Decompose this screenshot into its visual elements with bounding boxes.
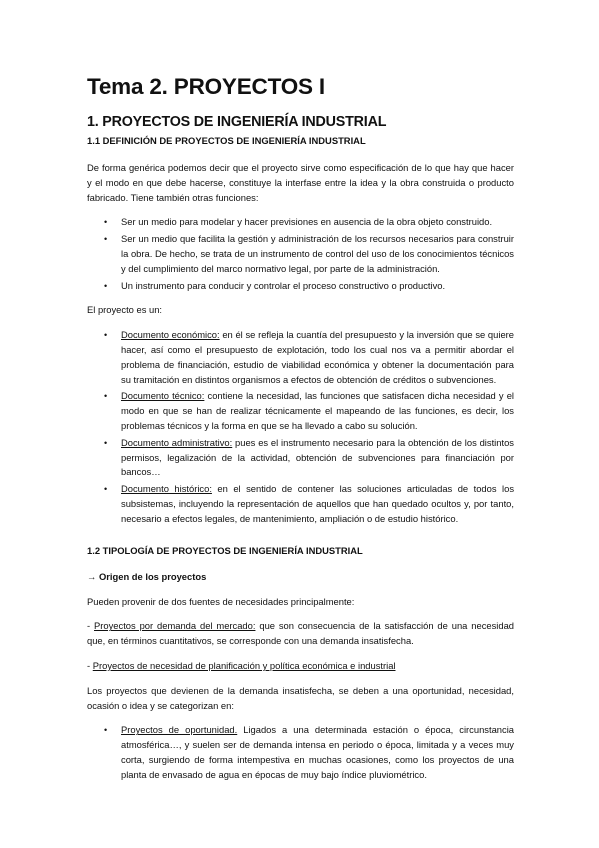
origin-intro: Pueden provenir de dos fuentes de necesidades principalmente:	[87, 595, 355, 607]
page-title: Tema 2. PROYECTOS I	[87, 74, 325, 99]
unsatisfied-intro: Los proyectos que devienen de la demanda insatisfecha, se deben a una oportunidad, necesidad, ocasión o idea y se categorizan en:	[87, 684, 514, 711]
intro-paragraph: De forma genérica podemos decir que el proyecto sirve como especificación de lo que hay que hacer y el modo en que debe hacerse, constituye la interfase entre la idea y la obra construida o producto fabricado. Tiene también otras funciones:	[87, 162, 514, 203]
bullet-icon: •	[104, 217, 108, 228]
bullet-icon: •	[104, 391, 108, 402]
planning-term: Proyectos de necesidad de planificación y política económica e industrial	[92, 659, 396, 671]
document-term: Documento técnico:	[121, 390, 205, 402]
dash-prefix: -	[87, 620, 95, 632]
list-item	[104, 328, 514, 387]
demand-term: Proyectos por demanda del mercado:	[94, 620, 256, 632]
demand-text: que son consecuencia de la satisfacción de una necesidad que, en términos cuantitativos, se corresponde con una demanda insatisfecha.	[87, 620, 515, 647]
subsection-heading-1-1: 1.1 DEFINICIÓN DE PROYECTOS DE INGENIERÍA INDUSTRIAL	[87, 135, 366, 146]
origin-heading: → Origen de los proyectos	[87, 570, 207, 582]
document-text: pues es el instrumento necesario para la obtención de los distintos permisos, legalización de la actividad, obtención de subvenciones para financiación por bancos…	[121, 436, 514, 478]
list-item	[104, 723, 514, 782]
category-term: Proyectos de oportunidad.	[121, 724, 238, 736]
list-item	[104, 436, 514, 480]
bullet-icon: •	[104, 437, 108, 448]
bullet-icon: •	[104, 725, 108, 736]
document-term: Documento administrativo:	[121, 436, 233, 448]
bullet-icon: •	[104, 484, 108, 495]
list-item-text: Un instrumento para conducir y controlar el proceso constructivo o productivo.	[121, 279, 446, 291]
list-item	[104, 389, 514, 433]
demand-paragraph	[87, 619, 514, 649]
is-label: El proyecto es un:	[87, 304, 163, 316]
section-heading-1: 1. PROYECTOS DE INGENIERÍA INDUSTRIAL	[87, 114, 387, 130]
document-term: Documento económico:	[121, 329, 220, 341]
category-text: Ligados a una determinada estación o época, circunstancia atmosférica…, y suelen ser de demanda intensa en periodo o época, limitada y a veces muy corta, surgiendo de forma intempestiva en muchas ocasiones, como los proyectos de una planta de envasado de agua en épocas de muy bajo índice pluviométrico.	[121, 724, 514, 780]
bullet-icon: •	[104, 330, 108, 341]
document-text: contiene la necesidad, las funciones que satisfacen dicha necesidad y el modo en que se han de realizar técnicamente el mapeando de las funciones, es decir, los problemas técnicos y la forma en que se ha llevado a cabo su solución.	[121, 390, 514, 431]
subsection-heading-1-2: 1.2 TIPOLOGÍA DE PROYECTOS DE INGENIERÍA INDUSTRIAL	[87, 544, 363, 556]
bullet-icon: •	[104, 280, 108, 291]
list-item-text: Ser un medio para modelar y hacer previsiones en ausencia de la obra objeto construido.	[121, 216, 493, 228]
document-text: en él se refleja la cuantía del presupuesto y la inversión que se quiere hacer, así como el presupuesto de explotación, todo los cual nos va a permitir abordar el problema de financiación, estudio de viabilidad económica y obtener la documentación para su tramitación en distintos organismos a efectos de obtención de créditos o subvenciones.	[121, 329, 514, 385]
document-text: en el sentido de contener las soluciones articuladas de todos los subsistemas, incluyendo la representación de aquellos que han quedado ocultos y, por tanto, necesario a efectos legales, de mantenimiento, ampliación o de estudio histórico.	[121, 483, 515, 524]
document-term: Documento histórico:	[121, 483, 212, 495]
list-item	[104, 232, 514, 276]
list-item	[104, 279, 514, 294]
bullet-icon: •	[104, 234, 108, 245]
list-item-text: Ser un medio que facilita la gestión y administración de los recursos necesarios para construir la obra. De hecho, se trata de un instrumento de control del uso de los conocimientos técnicos y del cumplimiento del marco normativo legal, por parte de la administración.	[121, 233, 514, 274]
list-item	[104, 215, 514, 230]
planning-paragraph	[87, 659, 514, 674]
documents-list	[87, 328, 514, 526]
categories-list	[87, 723, 514, 782]
dash-prefix: -	[87, 659, 93, 671]
functions-list	[87, 215, 514, 293]
list-item	[104, 482, 515, 526]
